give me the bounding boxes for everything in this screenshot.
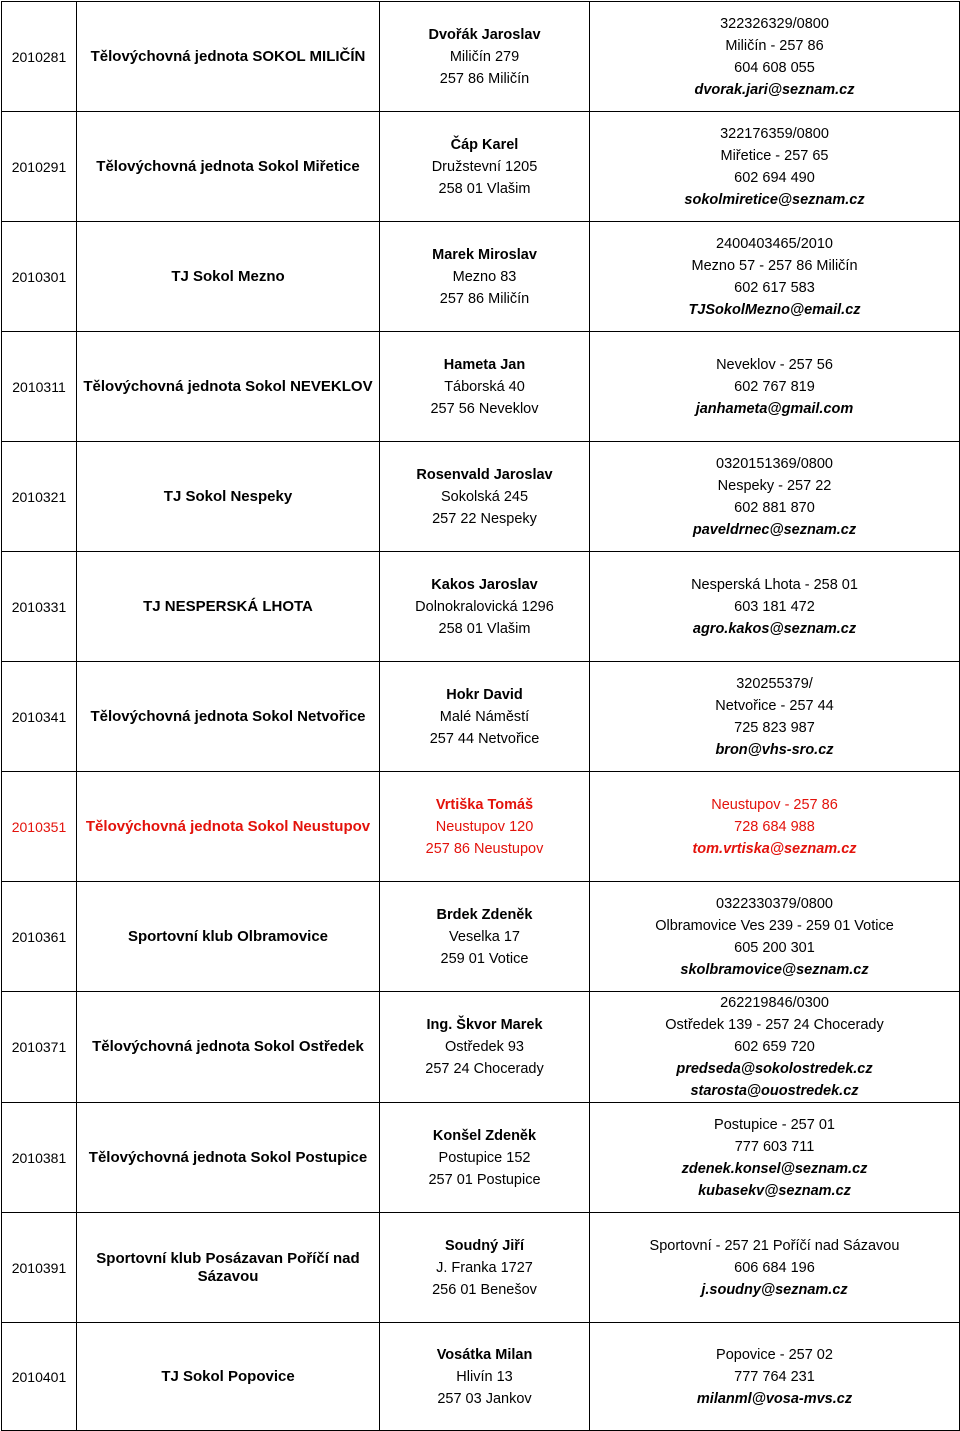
contact-person-cell (380, 1323, 590, 1431)
club-contact-cell (590, 222, 960, 332)
club-email[interactable]: zdenek.konsel@seznam.cz (681, 1160, 868, 1177)
table-row (2, 992, 960, 1103)
person-city: 257 44 Netvořice (429, 730, 540, 747)
person-street: Ostředek 93 (445, 1039, 524, 1055)
club-email[interactable]: tom.vrtiska@seznam.cz (692, 840, 857, 857)
person-city: 257 56 Neveklov (430, 400, 539, 417)
club-phone: 606 684 196 (734, 1259, 815, 1276)
person-name: Konšel Zdeněk (432, 1127, 537, 1144)
person-name: Hameta Jan (443, 356, 526, 373)
club-address: Neveklov - 257 56 (716, 356, 833, 373)
person-street: Miličín 279 (449, 48, 520, 65)
person-name: Vrtiška Tomáš (435, 796, 534, 813)
club-code: 2010351 (2, 772, 77, 882)
contact-person-cell (380, 552, 590, 662)
club-code: 2010311 (2, 332, 77, 442)
contact-person-cell (380, 772, 590, 882)
person-city: 258 01 Vlašim (438, 620, 531, 637)
person-city: 259 01 Votice (440, 950, 529, 967)
person-name: Brdek Zdeněk (436, 906, 533, 923)
club-code: 2010371 (2, 992, 77, 1103)
club-code: 2010281 (2, 2, 77, 112)
person-city: 257 22 Nespeky (432, 510, 537, 527)
person-city: 257 03 Jankov (437, 1390, 532, 1407)
club-phone: 777 603 711 (734, 1138, 815, 1155)
club-email[interactable]: dvorak.jari@seznam.cz (694, 81, 855, 98)
person-city: 256 01 Benešov (432, 1281, 537, 1298)
table-row (2, 442, 960, 552)
club-name: Sportovní klub Posázavan Poříčí nad Sázavou (77, 1213, 380, 1323)
table-row (2, 1323, 960, 1431)
club-email[interactable]: j.soudny@seznam.cz (701, 1281, 848, 1298)
contact-person-cell (380, 992, 590, 1103)
bank-account: 322176359/0800 (720, 125, 829, 142)
club-email[interactable]: skolbramovice@seznam.cz (680, 961, 869, 978)
person-street: Malé Náměstí (439, 708, 530, 725)
club-address: Sportovní - 257 21 Poříčí nad Sázavou (649, 1237, 900, 1254)
club-contact-cell (590, 772, 960, 882)
person-street: Veselka 17 (449, 928, 520, 945)
contact-person-cell (380, 662, 590, 772)
club-phone: 603 181 472 (734, 598, 815, 615)
club-email[interactable]: kubasekv@seznam.cz (698, 1182, 851, 1199)
person-city: 257 86 Miličín (439, 290, 530, 307)
club-email[interactable]: paveldrnec@seznam.cz (692, 521, 857, 538)
person-name: Marek Miroslav (432, 246, 537, 263)
contact-person-cell (380, 882, 590, 992)
club-phone: 602 694 490 (734, 169, 815, 186)
contact-person-cell (380, 112, 590, 222)
person-street: Družstevní 1205 (431, 158, 538, 175)
club-address: Miřetice - 257 65 (720, 147, 829, 164)
club-name: Tělovýchovná jednota Sokol Ostředek (77, 992, 380, 1103)
club-address: Netvořice - 257 44 (715, 697, 834, 714)
bank-account: 0320151369/0800 (716, 455, 833, 472)
club-code: 2010331 (2, 552, 77, 662)
person-street: Neustupov 120 (435, 818, 534, 835)
person-city: 258 01 Vlašim (438, 180, 531, 197)
club-name: Tělovýchovná jednota Sokol NEVEKLOV (77, 332, 380, 442)
club-name: Tělovýchovná jednota Sokol Postupice (77, 1103, 380, 1213)
club-phone: 605 200 301 (734, 939, 815, 956)
club-code: 2010401 (2, 1323, 77, 1431)
club-code: 2010291 (2, 112, 77, 222)
club-contact-cell (590, 882, 960, 992)
club-name: TJ Sokol Popovice (77, 1323, 380, 1431)
person-city: 257 24 Chocerady (425, 1061, 544, 1077)
table-row (2, 1213, 960, 1323)
club-address: Ostředek 139 - 257 24 Chocerady (665, 1017, 884, 1033)
table-row (2, 2, 960, 112)
table-row (2, 112, 960, 222)
club-address: Postupice - 257 01 (714, 1116, 835, 1133)
club-code: 2010301 (2, 222, 77, 332)
person-city: 257 86 Miličín (439, 70, 530, 87)
bank-account: 2400403465/2010 (716, 235, 833, 252)
table-row (2, 552, 960, 662)
club-name: TJ Sokol Nespeky (77, 442, 380, 552)
club-address: Miličín - 257 86 (725, 37, 824, 54)
person-name: Čáp Karel (450, 136, 519, 153)
person-street: Postupice 152 (438, 1149, 531, 1166)
club-address: Neustupov - 257 86 (711, 796, 838, 813)
club-code: 2010361 (2, 882, 77, 992)
club-email[interactable]: milanml@vosa-mvs.cz (696, 1390, 853, 1407)
club-phone: 602 659 720 (734, 1039, 815, 1055)
club-name: Sportovní klub Olbramovice (77, 882, 380, 992)
club-email[interactable]: agro.kakos@seznam.cz (692, 620, 857, 637)
club-registry-body (2, 2, 960, 1431)
contact-person-cell (380, 332, 590, 442)
club-contact-cell (590, 992, 960, 1103)
club-email[interactable]: janhameta@gmail.com (695, 400, 854, 417)
contact-person-cell (380, 1213, 590, 1323)
club-address: Mezno 57 - 257 86 Miličín (691, 257, 858, 274)
club-contact-cell (590, 442, 960, 552)
club-name: Tělovýchovná jednota SOKOL MILIČÍN (77, 2, 380, 112)
club-name: TJ Sokol Mezno (77, 222, 380, 332)
contact-person-cell (380, 1103, 590, 1213)
bank-account: 0322330379/0800 (716, 895, 833, 912)
club-phone: 602 767 819 (734, 378, 815, 395)
contact-person-cell (380, 2, 590, 112)
club-contact-cell (590, 662, 960, 772)
bank-account: 320255379/ (736, 675, 813, 692)
club-email[interactable]: TJSokolMezno@email.cz (688, 301, 861, 318)
club-code: 2010321 (2, 442, 77, 552)
club-address: Nespeky - 257 22 (717, 477, 832, 494)
club-code: 2010341 (2, 662, 77, 772)
club-contact-cell (590, 2, 960, 112)
club-address: Nesperská Lhota - 258 01 (691, 576, 858, 593)
club-phone: 728 684 988 (734, 818, 815, 835)
club-name: Tělovýchovná jednota Sokol Neustupov (77, 772, 380, 882)
person-name: Vosátka Milan (436, 1346, 533, 1363)
table-row (2, 662, 960, 772)
club-code: 2010381 (2, 1103, 77, 1213)
club-registry-table (1, 1, 960, 1431)
table-row (2, 222, 960, 332)
club-name: TJ NESPERSKÁ LHOTA (77, 552, 380, 662)
club-phone: 602 881 870 (734, 499, 815, 516)
club-contact-cell (590, 1323, 960, 1431)
club-contact-cell (590, 332, 960, 442)
person-name: Kakos Jaroslav (431, 576, 538, 593)
person-city: 257 01 Postupice (428, 1171, 541, 1188)
bank-account: 322326329/0800 (720, 15, 829, 32)
table-row (2, 332, 960, 442)
club-address: Popovice - 257 02 (716, 1346, 833, 1363)
person-name: Hokr David (446, 686, 523, 703)
bank-account: 262219846/0300 (720, 995, 829, 1011)
club-phone: 604 608 055 (734, 59, 815, 76)
club-contact-cell (590, 552, 960, 662)
person-street: Táborská 40 (444, 378, 525, 395)
table-row (2, 1103, 960, 1213)
table-row (2, 772, 960, 882)
club-phone: 725 823 987 (734, 719, 815, 736)
club-contact-cell (590, 1103, 960, 1213)
person-name: Rosenvald Jaroslav (416, 466, 553, 483)
contact-person-cell (380, 442, 590, 552)
person-name: Ing. Škvor Marek (426, 1017, 543, 1033)
person-street: Hlivín 13 (456, 1368, 513, 1385)
club-contact-cell (590, 1213, 960, 1323)
club-email[interactable]: predseda@sokolostredek.cz (676, 1061, 873, 1077)
person-name: Soudný Jiří (445, 1237, 524, 1254)
contact-person-cell (380, 222, 590, 332)
club-phone: 602 617 583 (734, 279, 815, 296)
club-code: 2010391 (2, 1213, 77, 1323)
person-street: J. Franka 1727 (436, 1259, 533, 1276)
club-address: Olbramovice Ves 239 - 259 01 Votice (655, 917, 894, 934)
person-city: 257 86 Neustupov (425, 840, 544, 857)
person-name: Dvořák Jaroslav (428, 26, 541, 43)
club-name: Tělovýchovná jednota Sokol Netvořice (77, 662, 380, 772)
person-street: Dolnokralovická 1296 (415, 598, 554, 615)
club-name: Tělovýchovná jednota Sokol Miřetice (77, 112, 380, 222)
club-email[interactable]: starosta@ouostredek.cz (690, 1083, 859, 1099)
club-contact-cell (590, 112, 960, 222)
person-street: Sokolská 245 (440, 488, 529, 505)
club-email[interactable]: sokolmiretice@seznam.cz (684, 191, 865, 208)
club-email[interactable]: bron@vhs-sro.cz (715, 741, 834, 758)
club-phone: 777 764 231 (734, 1368, 815, 1385)
person-street: Mezno 83 (452, 268, 517, 285)
table-row (2, 882, 960, 992)
